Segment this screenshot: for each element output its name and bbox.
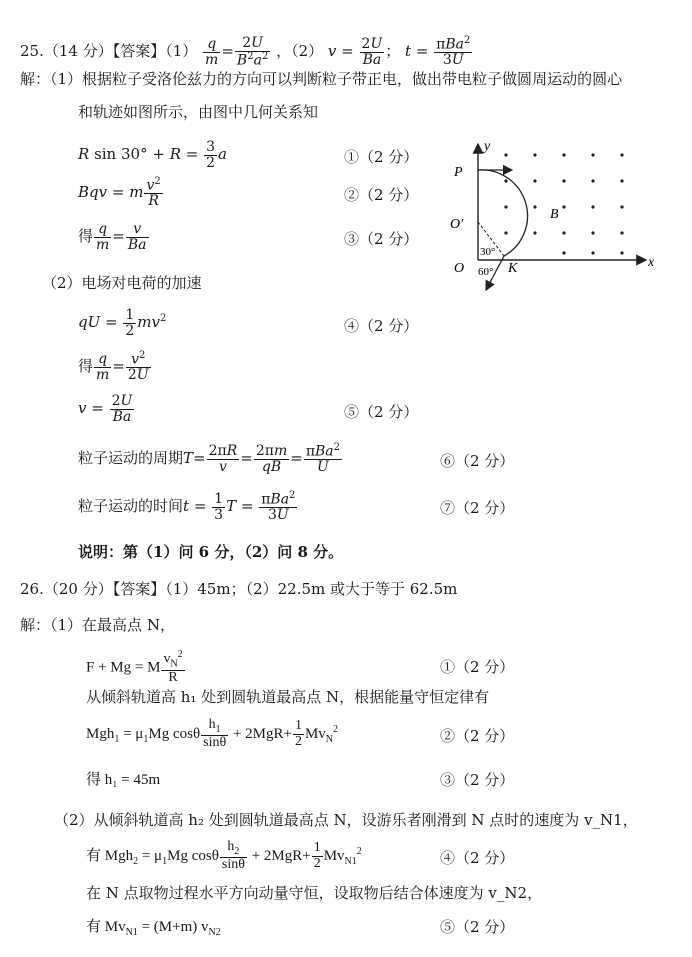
q25-eq3: 得 $\frac{q}{m}$ = $\frac{v}{Ba}$ (78, 221, 147, 253)
q25-answer-line (20, 36, 473, 68)
q25-p2-line: （2）电场对电荷的加速 (42, 274, 202, 292)
q25-answer-eq1: $\frac{q}{m}$ = $\frac{2U}{B^2a^2}$ (205, 35, 269, 69)
q26-mark-2: ②（2 分） (440, 727, 515, 745)
q26-header: 26.（20 分）【答案】（1）45m；（2）22.5m 或大于等于 62.5m (20, 580, 458, 598)
q26-eq4: 有 $Mgh_2 = \mu_1Mg$ cosθ $\frac{h_2}{\sin\theta}$ + 2MgR+ $\frac{1}{2}$ $Mv_{N1}^2$ (86, 839, 362, 873)
label-30deg: 30° (480, 246, 496, 258)
label-60deg: 60° (478, 266, 494, 278)
field-dots (504, 153, 623, 254)
q25-header: 25.（14 分）【答案】（1） (20, 42, 198, 61)
q25-note: 说明：第（1）问 6 分，（2）问 8 分。 (78, 543, 344, 561)
q25-eq8: 粒子运动的时间t = $\frac{1}{3}$ T = πBa$^2$ 3U (78, 490, 296, 524)
q25-eq7: 粒子运动的周期T= $\frac{2\pi R}{v}$ = $\frac{2\pi m}{qB}$ = πBa$^2$ U (78, 442, 341, 476)
q25-mark-6: ⑥（2 分） (440, 452, 515, 470)
label-x: x (648, 255, 655, 270)
q25-answer-eq3: t = πBa$^2$ 3U (405, 35, 471, 69)
q25-eq8-prefix: 粒子运动的时间 (78, 497, 184, 516)
q26-mark-5: ⑤（2 分） (440, 918, 515, 936)
q25-mark-2: ②（2 分） (344, 186, 419, 204)
q25-eq6: v = $\frac{2U}{Ba}$ (78, 393, 133, 425)
q25-answer-eq2: v = $\frac{2U}{Ba}$ ； (327, 35, 406, 68)
q25-eq3-prefix: 得 (78, 227, 94, 246)
q25-eq5-prefix: 得 (78, 357, 94, 376)
q26-p1-text2: 从倾斜轨道高 h₁ 处到圆轨道最高点 N，根据能量守恒定律有 (86, 688, 490, 706)
q26-eq5: 有 $Mv_{N1} = (M+m)$ $v_{N2}$ (86, 919, 221, 938)
q25-eq5: 得 $\frac{q}{m}$ = $\frac{v^2}{2U}$ (78, 350, 149, 384)
trajectory-arc (478, 170, 528, 256)
q26-eq2: $Mgh_1 = \mu_1Mg$ cosθ $\frac{h_1}{\sin\theta}$ + 2MgR+ $\frac{1}{2}$ $Mv_N^2$ (86, 717, 339, 751)
label-o: O (454, 261, 465, 276)
q26-eq1: F + Mg = M $\frac{v_N^2}{R}$ (86, 649, 183, 685)
q25-mark-5: ⑤（2 分） (344, 403, 419, 421)
label-b: B (550, 207, 559, 222)
q26-sol-label: 解： (20, 616, 51, 634)
q25-mark-7: ⑦（2 分） (440, 499, 515, 517)
q25-mark-1: ①（2 分） (344, 148, 419, 166)
q25-mark-3: ③（2 分） (344, 230, 419, 248)
q25-eq2: Bqv = m $\frac{v^2}{R}$ (78, 176, 161, 210)
label-p: P (454, 165, 463, 180)
q26-solution-line1 (20, 618, 175, 633)
q26-p2-text2: 在 N 点取物过程水平方向动量守恒，设取物后结合体速度为 v_N2， (86, 884, 543, 902)
q25-eq7-prefix: 粒子运动的周期 (78, 449, 184, 468)
q25-eq1: R sin 30° + R = $\frac{3}{2}$ a (78, 139, 227, 171)
label-y: y (484, 139, 491, 154)
q25-eq4: qU = $\frac{1}{2}$ $mv^2$ (78, 307, 167, 339)
label-k: K (508, 261, 518, 276)
q26-mark-1: ①（2 分） (440, 658, 515, 676)
q25-p1-line1: （1）根据粒子受洛伦兹力的方向可以判断粒子带正电，做出带电粒子做圆周运动的圆心 (50, 70, 623, 88)
q26-mark-4: ④（2 分） (440, 849, 515, 867)
q25-mark-4: ④（2 分） (344, 317, 419, 335)
q25-sep: ，（2） (276, 42, 324, 61)
q25-sol-label: 解： (20, 70, 51, 88)
q25-solution-line1 (20, 72, 622, 87)
q26-p2-line: （2）从倾斜轨道高 h₂ 处到圆轨道最高点 N，设游乐者刚滑到 N 点时的速度为 v_N1， (54, 811, 638, 829)
q26-eq3: 得 h₁ = 45m (86, 772, 161, 788)
q26-mark-3: ③（2 分） (440, 771, 515, 789)
label-o-prime: O′ (450, 217, 464, 232)
q26-p1-line: （1）在最高点 N， (50, 616, 175, 634)
q25-p1-line2: 和轨迹如图所示，由图中几何关系知 (78, 103, 319, 121)
q25-figure (440, 138, 670, 298)
